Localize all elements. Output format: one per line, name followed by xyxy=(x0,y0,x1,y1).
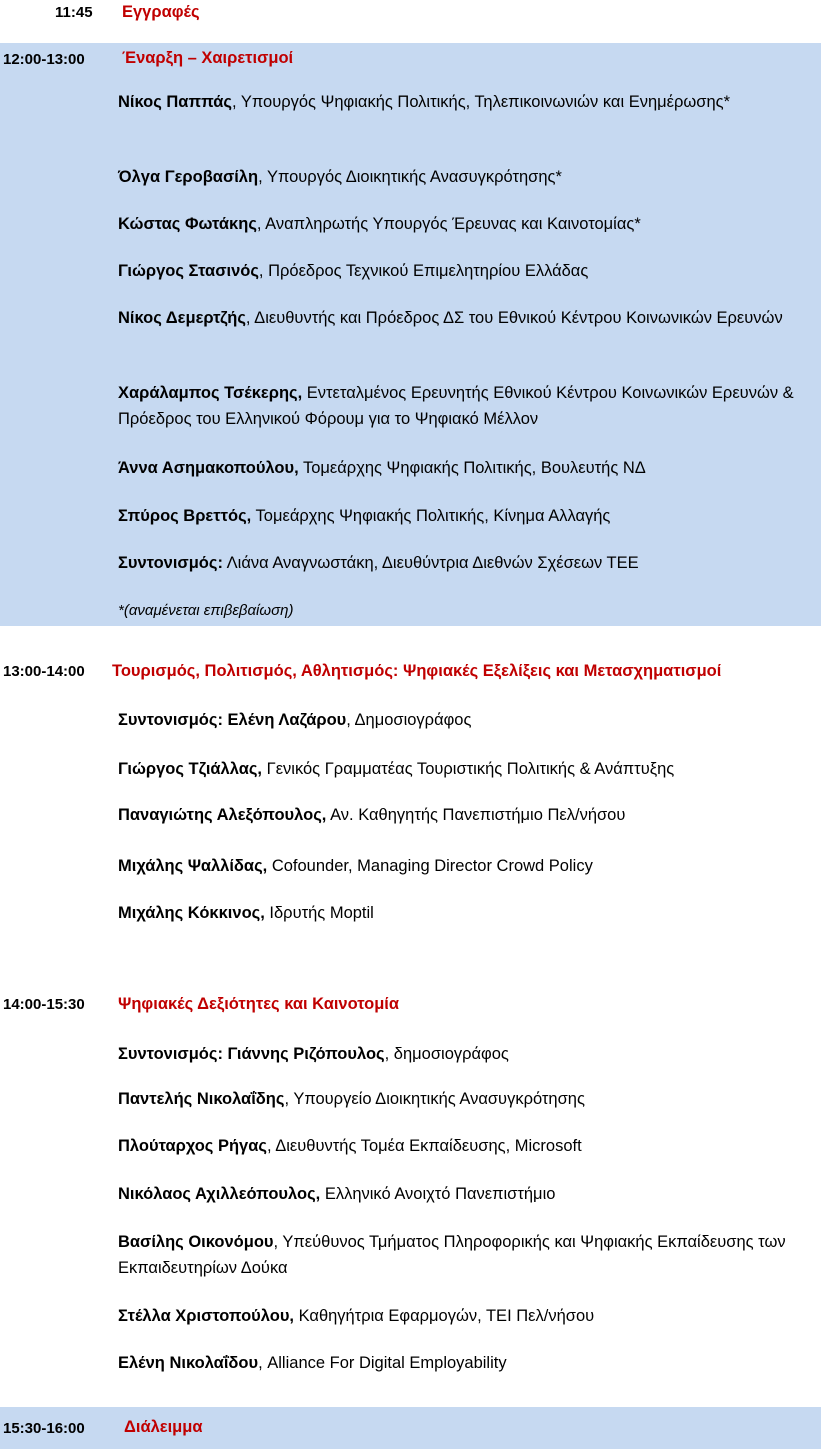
speaker-name: Νικόλαος Αχιλλεόπουλος, xyxy=(118,1185,321,1203)
moderator-entry xyxy=(118,707,818,733)
speaker-name: Γιώργος Τζιάλλας, xyxy=(118,760,263,778)
moderator-entry xyxy=(118,1041,818,1067)
session-title: Ψηφιακές Δεξιότητες και Καινοτομία xyxy=(118,995,400,1013)
speaker-name: Σπύρος Βρεττός, xyxy=(118,507,252,525)
speaker-name: Γιώργος Στασινός xyxy=(118,262,259,280)
speaker-role: , Υπουργός Ψηφιακής Πολιτικής, Τηλεπικοινωνιών και Ενημέρωσης* xyxy=(232,93,731,111)
speaker-role: , Διευθυντής Τομέα Εκπαίδευσης, Microsoft xyxy=(266,1137,582,1155)
speaker-entry xyxy=(118,1181,818,1207)
speaker-role: , Υπεύθυνος Τμήματος Πληροφορικής και Ψηφιακής Εκπαίδευσης των Εκπαιδευτηρίων Δούκα xyxy=(118,1233,786,1277)
speaker-role: Τομεάρχης Ψηφιακής Πολιτικής, Βουλευτής ΝΔ xyxy=(298,459,646,477)
session-title: Τουρισμός, Πολιτισμός, Αθλητισμός: Ψηφιακές Εξελίξεις και Μετασχηματισμοί xyxy=(112,662,722,680)
speaker-role: Γενικός Γραμματέας Τουριστικής Πολιτικής & Ανάπτυξης xyxy=(262,760,675,778)
speaker-name: Νίκος Παππάς xyxy=(118,93,232,111)
speaker-role: , Alliance For Digital Employability xyxy=(258,1354,507,1372)
speaker-entry xyxy=(118,380,818,432)
speaker-role: Καθηγήτρια Εφαρμογών, ΤΕΙ Πελ/νήσου xyxy=(294,1307,595,1325)
session-title: Έναρξη – Χαιρετισμοί xyxy=(122,49,294,67)
speaker-entry xyxy=(118,503,818,529)
session-time: 14:00-15:30 xyxy=(3,996,85,1013)
moderator-label: Συντονισμός: xyxy=(118,554,223,572)
speaker-name: Πλούταρχος Ρήγας xyxy=(118,1137,267,1155)
session-time: 11:45 xyxy=(55,4,93,21)
moderator-role: Λιάνα Αναγνωστάκη, Διευθύντρια Διεθνών Σχέσεων ΤΕΕ xyxy=(222,554,639,572)
moderator-role: , δημοσιογράφος xyxy=(384,1045,509,1063)
speaker-name: Κώστας Φωτάκης xyxy=(118,215,257,233)
speaker-entry xyxy=(118,1086,818,1112)
speaker-entry xyxy=(118,164,818,190)
speaker-name: Μιχάλης Ψαλλίδας, xyxy=(118,857,268,875)
speaker-role: , Υπουργός Διοικητικής Ανασυγκρότησης* xyxy=(258,168,562,186)
speaker-role: Αν. Καθηγητής Πανεπιστήμιο Πελ/νήσου xyxy=(326,806,626,824)
speaker-name: Νίκος Δεμερτζής xyxy=(118,309,246,327)
speaker-entry xyxy=(118,1303,818,1329)
speaker-name: Μιχάλης Κόκκινος, xyxy=(118,904,265,922)
session-band xyxy=(0,43,821,626)
speaker-name: Παναγιώτης Αλεξόπουλος, xyxy=(118,806,327,824)
speaker-role: Ελληνικό Ανοιχτό Πανεπιστήμιο xyxy=(320,1185,556,1203)
session-title: Εγγραφές xyxy=(122,3,200,21)
speaker-entry xyxy=(118,1133,818,1159)
speaker-role: , Αναπληρωτής Υπουργός Έρευνας και Καινοτομίας* xyxy=(256,215,641,233)
moderator-entry xyxy=(118,550,818,576)
confirmation-note: *(αναμένεται επιβεβαίωση) xyxy=(118,602,294,619)
moderator-label: Συντονισμός: Ελένη Λαζάρου xyxy=(118,711,347,729)
speaker-entry xyxy=(118,89,818,115)
speaker-entry xyxy=(118,853,818,879)
speaker-name: Στέλλα Χριστοπούλου, xyxy=(118,1307,295,1325)
speaker-role: , Υπουργείο Διοικητικής Ανασυγκρότησης xyxy=(284,1090,585,1108)
speaker-role: Ιδρυτής Moptil xyxy=(264,904,374,922)
speaker-role: Τομεάρχης Ψηφιακής Πολιτικής, Κίνημα Αλλαγής xyxy=(251,507,611,525)
moderator-label: Συντονισμός: Γιάννης Ριζόπουλος xyxy=(118,1045,385,1063)
speaker-name: Παντελής Νικολαΐδης xyxy=(118,1090,285,1108)
speaker-role: , Πρόεδρος Τεχνικού Επιμελητηρίου Ελλάδας xyxy=(258,262,589,280)
speaker-role: Cofounder, Managing Director Crowd Policy xyxy=(267,857,593,875)
speaker-name: Ελένη Νικολαΐδου xyxy=(118,1354,259,1372)
speaker-name: Όλγα Γεροβασίλη xyxy=(118,168,259,186)
speaker-role: Εντεταλμένος Ερευνητής Εθνικού Κέντρου Κοινωνικών Ερευνών & Πρόεδρος του Ελληνικού Φόρουμ για το Ψηφιακό Μέλλον xyxy=(118,384,794,428)
speaker-name: Άννα Ασημακοπούλου, xyxy=(118,459,299,477)
speaker-entry xyxy=(118,900,818,926)
speaker-entry xyxy=(118,211,818,237)
speaker-entry xyxy=(118,1350,818,1376)
session-title: Διάλειμμα xyxy=(124,1418,203,1436)
session-time: 13:00-14:00 xyxy=(3,663,85,680)
speaker-entry xyxy=(118,1229,818,1281)
session-time: 12:00-13:00 xyxy=(3,51,85,68)
speaker-role: , Διευθυντής και Πρόεδρος ΔΣ του Εθνικού Κέντρου Κοινωνικών Ερευνών xyxy=(245,309,783,327)
speaker-entry xyxy=(118,305,818,331)
speaker-name: Χαράλαμπος Τσέκερης, xyxy=(118,384,303,402)
speaker-entry xyxy=(118,756,818,782)
moderator-role: , Δημοσιογράφος xyxy=(346,711,472,729)
speaker-entry xyxy=(118,258,818,284)
speaker-entry xyxy=(118,455,818,481)
speaker-name: Βασίλης Οικονόμου xyxy=(118,1233,274,1251)
session-time: 15:30-16:00 xyxy=(3,1420,85,1437)
speaker-entry xyxy=(118,802,818,828)
